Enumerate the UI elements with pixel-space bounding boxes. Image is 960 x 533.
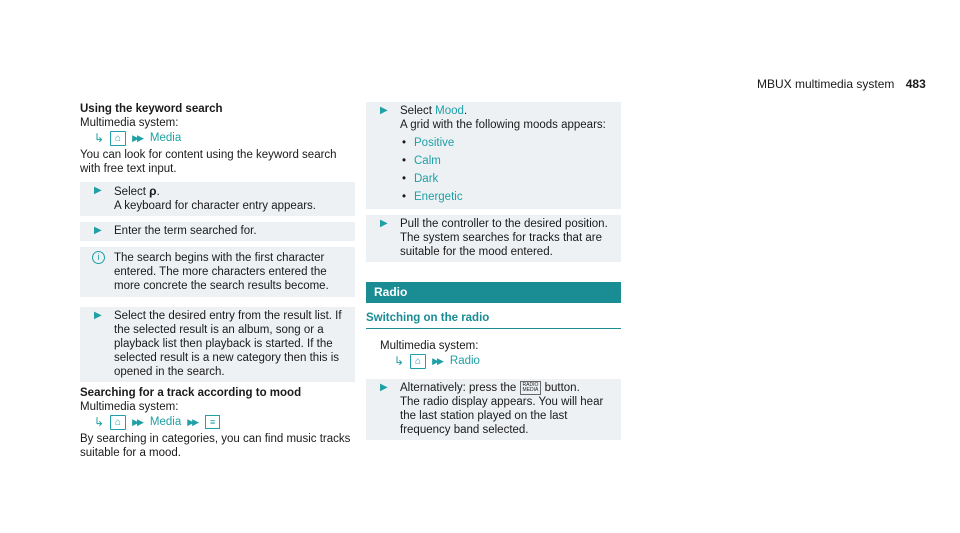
- header-title: MBUX multimedia system: [757, 77, 895, 91]
- radio-alt-step: [366, 379, 621, 440]
- radio-path-intro: Multimedia system:: [380, 340, 479, 352]
- search-icon: ρ: [149, 184, 157, 198]
- keyword-intro: You can look for content using the keyword search with free text input.: [80, 149, 337, 175]
- keyword-search-title: Using the keyword search: [80, 103, 223, 115]
- path-media: Media: [149, 416, 182, 428]
- home-icon: ⌂: [110, 131, 126, 146]
- home-icon: ⌂: [410, 354, 426, 369]
- step-arrow-icon: ▶: [94, 310, 102, 321]
- keyword-path-intro: Multimedia system:: [80, 117, 179, 129]
- mood-item: • Dark: [400, 170, 617, 188]
- step-arrow-icon: ▶: [380, 218, 388, 229]
- mood-nav-path: [80, 414, 355, 430]
- mood-item: • Positive: [400, 134, 617, 152]
- radio-section-bar: Radio: [366, 282, 621, 303]
- info-icon: i: [92, 251, 105, 264]
- mood-item: • Calm: [400, 152, 617, 170]
- path-radio: Radio: [449, 355, 480, 367]
- mood-intro: By searching in categories, you can find music tracks suitable for a mood.: [80, 433, 351, 459]
- radio-alt-rest: The radio display appears. You will hear the last station played on the last frequency band selected.: [400, 396, 604, 437]
- path-arrow-icon: ↳: [94, 415, 105, 429]
- mood-item: • Energetic: [400, 188, 617, 206]
- step-arrow-icon: ▶: [380, 382, 388, 393]
- mood-grid-text: A grid with the following moods appears:: [400, 119, 606, 131]
- radio-btn-bottom: MEDIA: [522, 387, 539, 393]
- keyword-note: [80, 247, 355, 297]
- radio-alt-prefix: Alternatively: press the: [400, 382, 517, 395]
- mood-pull-step: [366, 215, 621, 262]
- page-header: [757, 77, 926, 91]
- radio-btn-top: RADIO: [522, 382, 539, 388]
- path-arrow-icon: ↳: [394, 354, 405, 368]
- mood-pull-text: Pull the controller to the desired position. The system searches for tracks that are suitable for the mood entered.: [400, 218, 608, 258]
- keyword-step-1: ▶ Select ρ. A keyboard for character entry appears.: [80, 182, 355, 216]
- note-text: The search begins with the first character entered. The more characters entered the more concrete the search results become.: [114, 252, 329, 292]
- path-arrow-icon: ↳: [94, 131, 105, 145]
- chevron-double-icon: ▶▶: [132, 417, 142, 427]
- mood-list: [400, 134, 617, 206]
- path-media: Media: [149, 132, 182, 144]
- keyword-step-3: [80, 307, 355, 382]
- page-number: 483: [905, 77, 926, 91]
- step-arrow-icon: ▶: [94, 185, 102, 196]
- step1-line2: A keyboard for character entry appears.: [114, 200, 316, 212]
- radio-nav-path: [366, 353, 621, 369]
- radio-alt-suffix: button.: [544, 382, 580, 395]
- column-right: [366, 102, 621, 440]
- chevron-double-icon: ▶▶: [132, 133, 142, 143]
- radio-switch-title: Switching on the radio: [366, 311, 621, 329]
- chevron-double-icon: ▶▶: [432, 356, 442, 366]
- home-icon: ⌂: [110, 415, 126, 430]
- mood-link: Mood: [435, 105, 464, 117]
- radio-media-button-icon: [520, 381, 542, 395]
- step1-prefix: Select: [114, 186, 146, 198]
- mood-select-step: ▶ Select Mood. A grid with the following moods appears: • Positive • Calm • Dark • Energetic: [366, 102, 621, 209]
- step-arrow-icon: ▶: [94, 225, 102, 236]
- mood-search-title: Searching for a track according to mood: [80, 387, 302, 399]
- mood-select-prefix: Select: [400, 105, 432, 117]
- mood-path-intro: Multimedia system:: [80, 401, 179, 413]
- keyword-nav-path: [80, 130, 355, 146]
- playlist-icon: ≡: [205, 415, 220, 429]
- step3-text: Select the desired entry from the result list. If the selected result is an album, song or a playback list then playback is started. If the selected result is a new category then this is opened in the search.: [114, 310, 342, 378]
- step2-text: Enter the term searched for.: [114, 225, 257, 237]
- column-left: [80, 102, 355, 460]
- chevron-double-icon: ▶▶: [187, 417, 198, 427]
- keyword-step-2: [80, 222, 355, 241]
- step-arrow-icon: ▶: [380, 105, 388, 116]
